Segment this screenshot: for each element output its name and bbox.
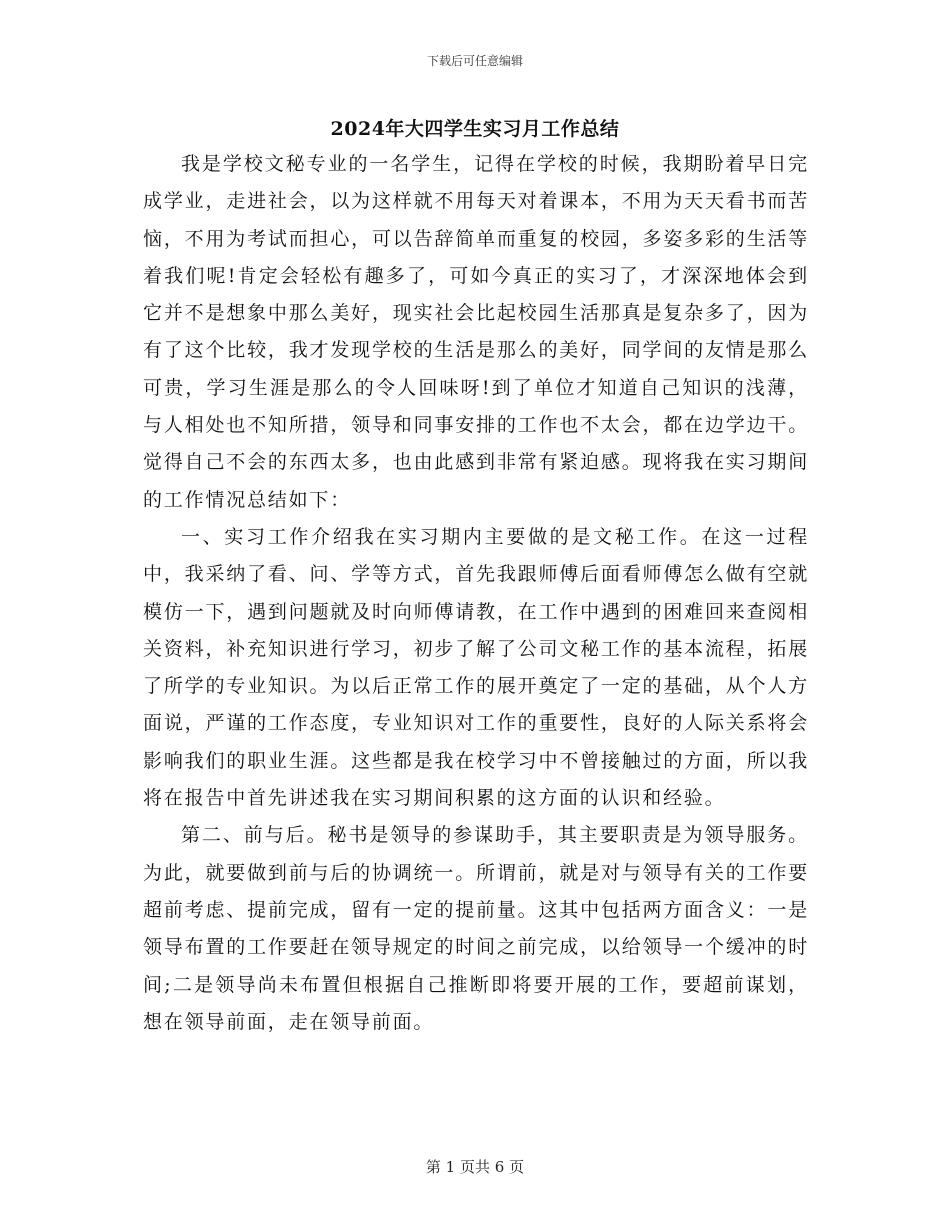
document-title: 2024年大四学生实习月工作总结 (330, 118, 620, 140)
document-body (143, 146, 809, 1041)
body-paragraph: 我是学校文秘专业的一名学生，记得在学校的时候，我期盼着早日完成学业，走进社会，以为这样就不用每天对着课本，不用为天天看书而苦恼，不用为考试而担心，可以告辞简单而重复的校园，多姿多彩的生活等着我们呢!肯定会轻松有趣多了，可如今真正的实习了，才深深地体会到它并不是想象中那么美好，现实社会比起校园生活那真是复杂多了，因为有了这个比较，我才发现学校的生活是那么的美好，同学间的友情是那么可贵，学习生涯是那么的令人回味呀!到了单位才知道自己知识的浅薄，与人相处也不知所措，领导和同事安排的工作也不太会，都在边学边干。觉得自己不会的东西太多，也由此感到非常有紧迫感。现将我在实习期间的工作情况总结如下： (143, 153, 809, 511)
page-header-note: 下载后可任意编辑 (426, 54, 523, 68)
body-paragraph: 第二、前与后。秘书是领导的参谋助手，其主要职责是为领导服务。为此，就要做到前与后的协调统一。所谓前，就是对与领导有关的工作要超前考虑、提前完成，留有一定的提前量。这其中包括两方面含义：一是领导布置的工作要赶在领导规定的时间之前完成，以给领导一个缓冲的时间;二是领导尚未布置但根据自己推断即将要开展的工作，要超前谋划，想在领导前面，走在领导前面。 (143, 824, 809, 1033)
body-paragraph: 一、实习工作介绍我在实习期内主要做的是文秘工作。在这一过程中，我采纳了看、问、学等方式，首先我跟师傅后面看师傅怎么做有空就模仿一下，遇到问题就及时向师傅请教，在工作中遇到的困难回来查阅相关资料，补充知识进行学习，初步了解了公司文秘工作的基本流程，拓展了所学的专业知识。为以后正常工作的展开奠定了一定的基础，从个人方面说，严谨的工作态度，专业知识对工作的重要性，良好的人际关系将会影响我们的职业生涯。这些都是我在校学习中不曾接触过的方面，所以我将在报告中首先讲述我在实习期间积累的这方面的认识和经验。 (143, 525, 809, 810)
page-number-footer: 第 1 页共 6 页 (425, 1158, 525, 1176)
